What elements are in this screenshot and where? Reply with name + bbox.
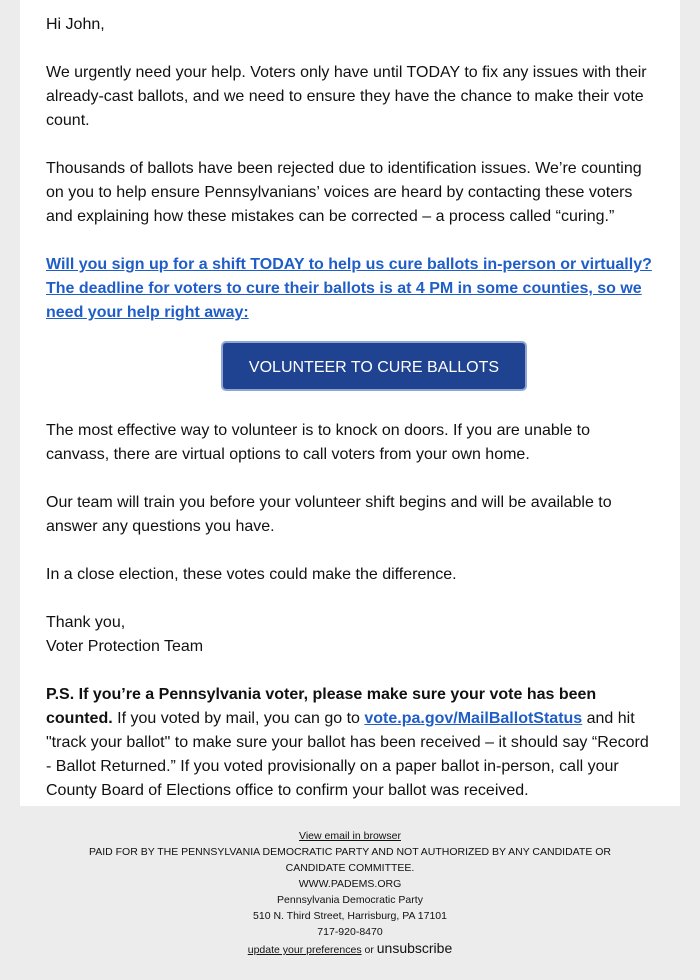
cta-paragraph [46, 253, 656, 325]
greeting: Hi John, [46, 16, 105, 33]
ps-text-1: If you voted by mail, you can go to [112, 710, 365, 727]
shift-signup-link[interactable]: Will you sign up for a shift TODAY to help us cure ballots in-person or virtually? The deadline for voters to cure their ballots is at 4 PM in some counties, so we need your help right away: [46, 256, 652, 321]
unsubscribe-link[interactable]: unsubscribe [376, 940, 453, 956]
disclaimer: PAID FOR BY THE PENNSYLVANIA DEMOCRATIC PARTY AND NOT AUTHORIZED BY ANY CANDIDATE OR CANDIDATE COMMITTEE. [88, 846, 611, 874]
signoff: Thank you, [46, 614, 126, 631]
view-in-browser-link[interactable]: View email in browser [299, 830, 401, 842]
mail-ballot-status-link[interactable]: vote.pa.gov/MailBallotStatus [364, 710, 583, 727]
org-name: Pennsylvania Democratic Party [277, 894, 423, 906]
paragraph-urgent: We urgently need your help. Voters only have until TODAY to fix any issues with their already-cast ballots, and we need to ensure they have the chance to make their vote count. [46, 64, 647, 129]
paragraph-training: Our team will train you before your volunteer shift begins and will be available to answer any questions you have. [46, 494, 612, 535]
volunteer-button[interactable]: VOLUNTEER TO CURE BALLOTS [221, 341, 527, 391]
ps-paragraph [46, 683, 656, 803]
ps-bold: P.S. If you’re a Pennsylvania voter, please make sure your vote has been counted. [46, 686, 597, 727]
or-text: or [361, 944, 377, 956]
email-body-card [20, 0, 680, 806]
paragraph-rejected-ballots: Thousands of ballots have been rejected due to identification issues. We’re counting on you to help ensure Pennsylvanians’ voices are heard by contacting these voters and explaining how these mistakes can be corrected – a process called “curing.” [46, 160, 642, 225]
email-footer [0, 828, 700, 958]
update-preferences-link[interactable]: update your preferences [247, 944, 362, 956]
paragraph-close-election: In a close election, these votes could make the difference. [46, 566, 457, 583]
website: WWW.PADEMS.ORG [298, 878, 402, 890]
phone: 717-920-8470 [317, 926, 383, 938]
paragraph-knock-doors: The most effective way to volunteer is to knock on doors. If you are unable to canvass, there are virtual options to call voters from your own home. [46, 422, 590, 463]
ps-text-2: and hit "track your ballot" to make sure your ballot has been received – it should say “Record - Ballot Returned.” If you voted provisionally on a paper ballot in-person, call your County Board of Elections office to confirm your ballot was received. [46, 710, 649, 799]
address: 510 N. Third Street, Harrisburg, PA 17101 [253, 910, 447, 922]
signature: Voter Protection Team [46, 638, 204, 655]
